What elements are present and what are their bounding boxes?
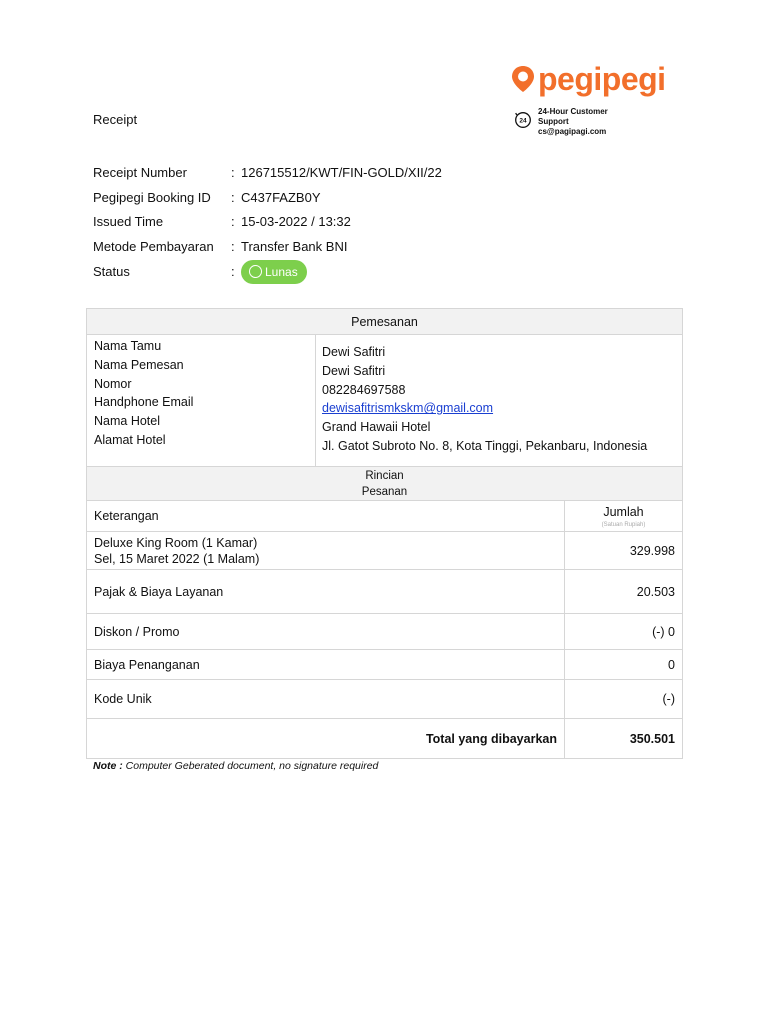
status-badge-label: Lunas (265, 264, 298, 279)
detail-amount-value: 20.503 (636, 584, 675, 599)
support-line-2: Support (538, 117, 569, 126)
detail-description-line-1: Diskon / Promo (94, 624, 180, 639)
support-line-1: 24-Hour Customer (538, 107, 608, 116)
detail-description (87, 650, 564, 679)
label-hotel-name: Nama Hotel (94, 414, 160, 429)
note-text: Computer Geberated document, no signature required (122, 760, 379, 772)
detail-amount (564, 532, 682, 569)
meta-label: Status (93, 264, 130, 280)
detail-amount (564, 680, 682, 718)
details-header-line-1: Rincian (365, 469, 404, 482)
hotel-address: Jl. Gatot Subroto No. 8, Kota Tinggi, Pekanbaru, Indonesia (322, 438, 648, 453)
booker-name: Dewi Safitri (322, 363, 386, 378)
support-email[interactable]: cs@pagipagi.com (538, 127, 607, 136)
receipt-title: Receipt (93, 112, 138, 127)
detail-row-discount (87, 613, 682, 649)
meta-label: Metode Pembayaran (93, 239, 214, 255)
meta-row-status (93, 259, 442, 284)
column-header-amount-label: Jumlah (603, 504, 644, 519)
booking-details-row (87, 334, 682, 466)
label-phone-email: Handphone Email (94, 395, 194, 410)
meta-row-booking-id (93, 185, 442, 210)
detail-amount (564, 570, 682, 613)
meta-label: Pegipegi Booking ID (93, 189, 211, 205)
total-row (87, 718, 682, 758)
receipt-table (86, 308, 683, 759)
detail-amount-value: (-) 0 (652, 624, 675, 639)
detail-amount (564, 650, 682, 679)
booking-labels (87, 335, 315, 466)
detail-description (87, 532, 564, 569)
location-pin-icon (510, 64, 536, 94)
detail-amount-value: 0 (668, 657, 675, 672)
detail-description-line-1: Biaya Penanganan (94, 657, 200, 672)
status-badge (241, 260, 307, 284)
column-header-description (87, 501, 564, 531)
detail-row-unique-code (87, 679, 682, 718)
label-number: Nomor (94, 376, 132, 391)
total-value: 350.501 (629, 731, 675, 746)
meta-colon: : (231, 189, 235, 205)
meta-colon: : (231, 164, 235, 180)
meta-colon: : (231, 214, 235, 230)
meta-value: Transfer Bank BNI (241, 239, 348, 255)
meta-label: Issued Time (93, 214, 164, 230)
column-header-amount (564, 501, 682, 531)
email-link[interactable]: dewisafitrismkskm@gmail.com (322, 401, 494, 416)
meta-row-receipt-number (93, 160, 442, 185)
status-circle-icon (249, 265, 262, 278)
pegipegi-logo (510, 62, 666, 96)
booking-header-label: Pemesanan (351, 314, 418, 329)
booking-values (315, 335, 682, 466)
meta-label: Receipt Number (93, 164, 187, 180)
hotel-name: Grand Hawaii Hotel (322, 420, 431, 435)
note-label: Note : (93, 760, 123, 772)
detail-description (87, 614, 564, 649)
meta-value: 126715512/KWT/FIN-GOLD/XII/22 (241, 164, 442, 180)
detail-row-tax (87, 569, 682, 613)
receipt-meta (93, 160, 442, 284)
label-hotel-address: Alamat Hotel (94, 432, 166, 447)
meta-row-issued-time (93, 210, 442, 235)
details-header-line-2: Pesanan (361, 485, 408, 498)
detail-amount-value: (-) (662, 692, 675, 706)
meta-row-payment-method (93, 234, 442, 259)
guest-name: Dewi Safitri (322, 345, 386, 359)
booking-section-header (87, 309, 682, 334)
meta-value: 15-03-2022 / 13:32 (241, 214, 351, 230)
footer-note (93, 760, 378, 772)
meta-colon: : (231, 239, 235, 255)
support-icon-label: 24 (519, 117, 527, 125)
detail-description-line-1: Deluxe King Room (1 Kamar) (94, 535, 258, 550)
detail-amount (564, 614, 682, 649)
brand-name: pegipegi (538, 61, 666, 97)
label-booker-name: Nama Pemesan (94, 357, 184, 372)
details-column-header-row (87, 500, 682, 531)
meta-colon: : (231, 264, 235, 280)
detail-description (87, 680, 564, 718)
meta-value: C437FAZB0Y (241, 189, 321, 205)
detail-description-line-2: Sel, 15 Maret 2022 (1 Malam) (94, 551, 260, 566)
phone-number: 082284697588 (322, 382, 406, 397)
detail-amount-value: 329.998 (629, 543, 675, 558)
detail-row-room (87, 531, 682, 569)
detail-row-handling-fee (87, 649, 682, 679)
total-label-cell (87, 719, 564, 758)
details-section-header (87, 466, 682, 500)
customer-support (514, 107, 618, 137)
24-hour-support-icon (514, 111, 532, 129)
detail-description-line-1: Pajak & Biaya Layanan (94, 584, 224, 599)
detail-description (87, 570, 564, 613)
column-header-description-label: Keterangan (94, 509, 159, 523)
total-value-cell (564, 719, 682, 758)
label-guest-name: Nama Tamu (94, 339, 162, 353)
detail-description-line-1: Kode Unik (94, 692, 152, 706)
column-header-amount-unit: (Satuan Rupiah) (601, 521, 646, 528)
total-label: Total yang dibayarkan (425, 731, 557, 746)
